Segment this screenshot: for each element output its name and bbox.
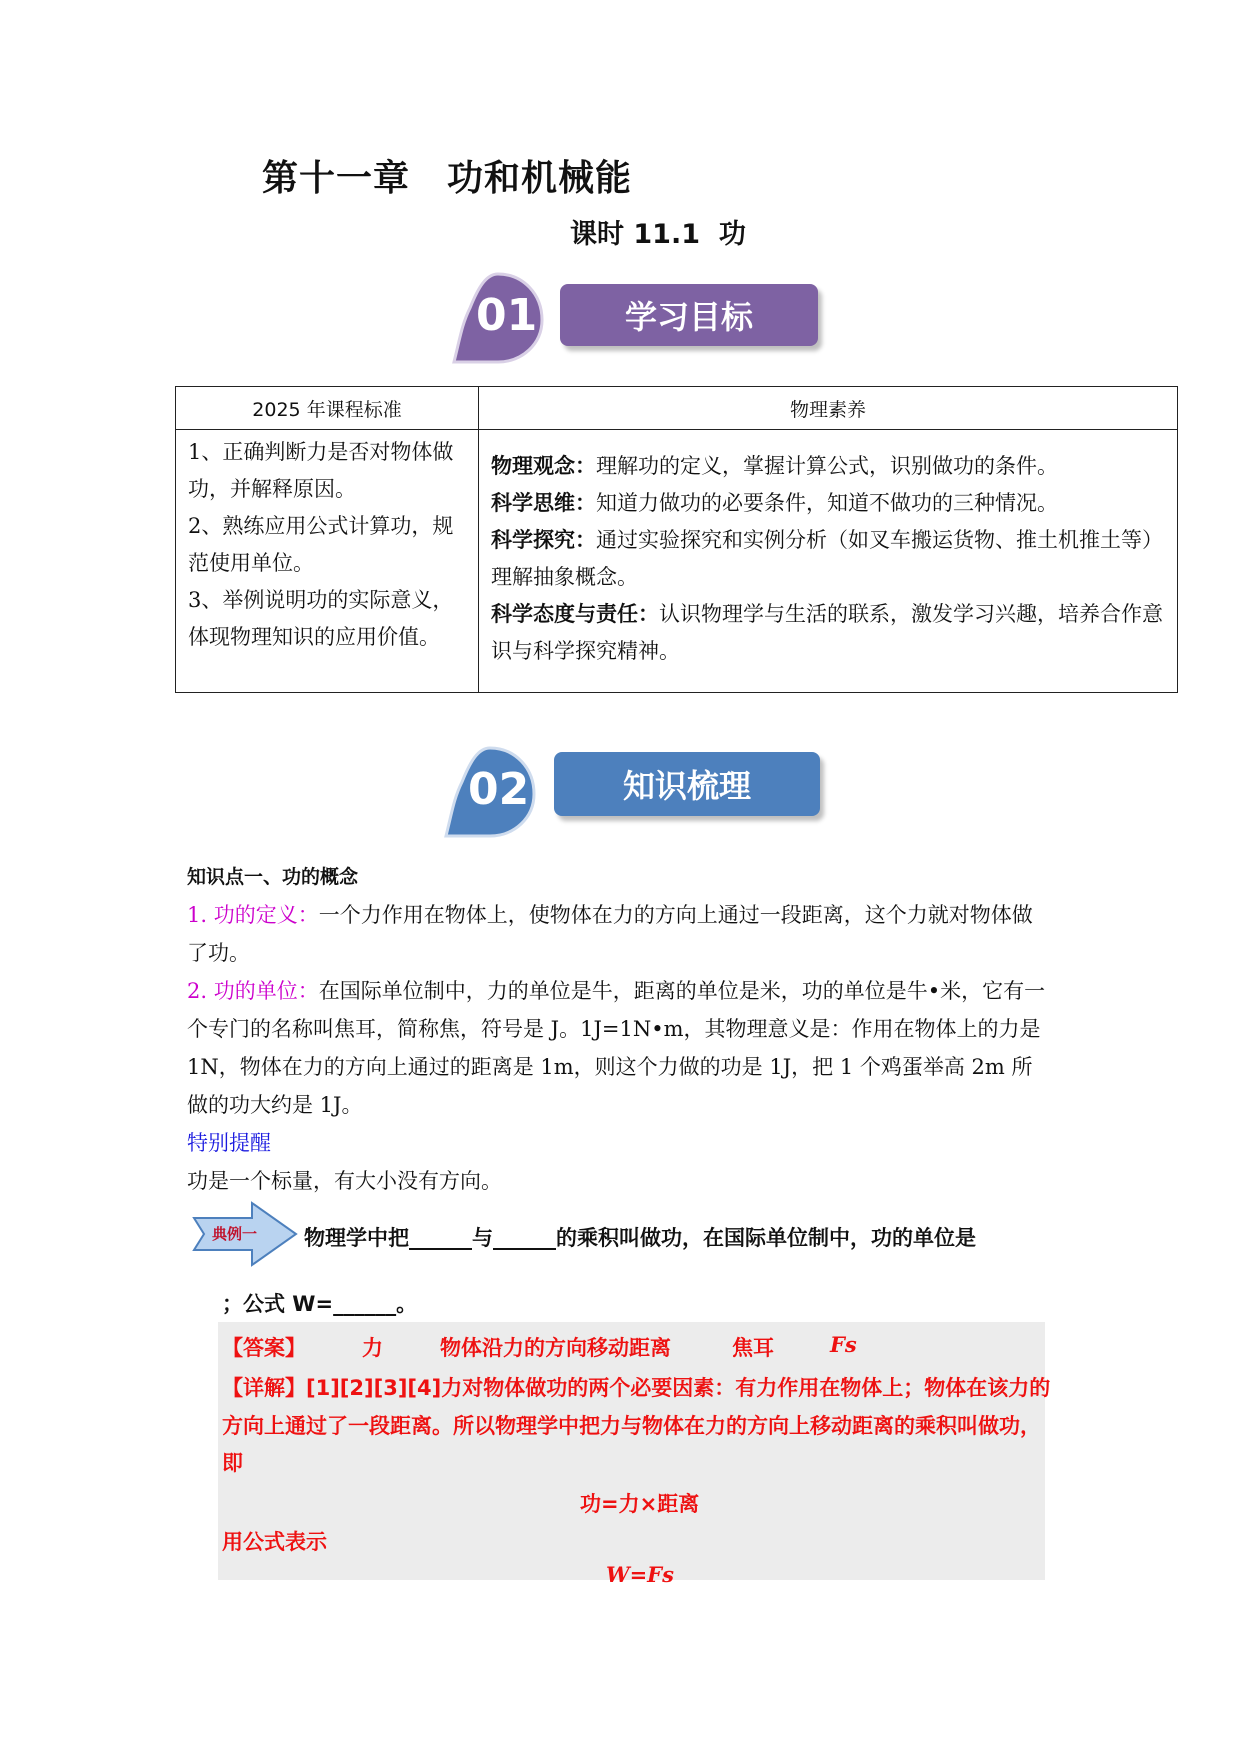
example-tag	[190, 1200, 300, 1268]
literacy-item	[491, 448, 1165, 485]
literacy-text: 通过实验探究和实例分析（如叉车搬运货物、推土机推土等）理解抽象概念。	[491, 528, 1163, 589]
knowledge-heading: 知识点一、功的概念	[187, 866, 359, 888]
definition-paragraph	[187, 896, 1047, 972]
section-badge-goals	[448, 268, 828, 368]
answer-3: 焦耳	[732, 1336, 774, 1360]
literacy-list	[479, 430, 1178, 693]
detail-line-1	[222, 1372, 1050, 1402]
badge-label: 学习目标	[560, 284, 818, 346]
literacy-item	[491, 596, 1165, 670]
detail-line-3: 即	[222, 1451, 243, 1475]
example-question-line2: ；公式 W=______。	[222, 1292, 418, 1316]
answer-label: 【答案】	[222, 1336, 306, 1360]
lesson-title: 课时 11.1 功	[570, 219, 746, 250]
detail-line-2: 方向上通过了一段距离。所以物理学中把力与物体在力的方向上移动距离的乘积叫做功，	[222, 1414, 1041, 1438]
knowledge-section	[187, 858, 1047, 1200]
note-title: 特别提醒	[187, 1131, 271, 1155]
formula-words: 功=力×距离	[580, 1492, 700, 1516]
standard-item: 2、熟练应用公式计算功，规范使用单位。	[188, 514, 454, 575]
literacy-label: 科学态度与责任：	[491, 602, 659, 626]
example-question-cont	[222, 1288, 417, 1318]
table-header-literacy: 物理素养	[479, 387, 1178, 430]
answer-4: Fs	[830, 1332, 857, 1357]
detail-text-1: [1][2][3][4]力对物体做功的两个必要因素：有力作用在物体上；物体在该力的	[306, 1376, 1051, 1400]
unit-text: 在国际单位制中，力的单位是牛，距离的单位是米，功的单位是牛•米，它有一个专门的名称叫焦耳，简称焦，符号是 J。1J=1N•m，其物理意义是：作用在物体上的力是 1N，物体在力的方向上通过的距离是 1m，则这个力做的功是 1J，把 1 个鸡蛋举高 2m 所做的功大约是 1J。	[187, 979, 1046, 1117]
unit-label: 2. 功的单位：	[187, 979, 319, 1003]
formula: W=Fs	[606, 1562, 674, 1587]
formula-intro: 用公式表示	[222, 1530, 327, 1554]
goals-table	[175, 386, 1178, 693]
chapter-title: 第十一章 功和机械能	[262, 158, 633, 199]
table-header-standard: 2025 年课程标准	[176, 387, 479, 430]
badge-number: 02	[468, 764, 530, 815]
unit-paragraph	[187, 972, 1047, 1124]
note-text: 功是一个标量，有大小没有方向。	[187, 1169, 502, 1193]
literacy-label: 科学探究：	[491, 528, 596, 552]
literacy-text: 知道力做功的必要条件，知道不做功的三种情况。	[596, 491, 1058, 515]
badge-number: 01	[476, 290, 538, 341]
example-tag-label: 典例一	[212, 1225, 258, 1243]
answer-1: 力	[362, 1336, 383, 1360]
literacy-label: 物理观念：	[491, 454, 596, 478]
literacy-label: 科学思维：	[491, 491, 596, 515]
standard-item: 1、正确判断力是否对物体做功，并解释原因。	[188, 440, 454, 501]
literacy-item	[491, 522, 1165, 596]
definition-label: 1. 功的定义：	[187, 903, 319, 927]
section-badge-knowledge	[440, 742, 830, 842]
literacy-text: 认识物理学与生活的联系，激发学习兴趣，培养合作意识与科学探究精神。	[491, 602, 1163, 663]
example-question: 物理学中把______与______的乘积叫做功，在国际单位制中，功的单位是	[304, 1226, 976, 1250]
answer-2: 物体沿力的方向移动距离	[440, 1336, 671, 1360]
literacy-item	[491, 485, 1165, 522]
literacy-text: 理解功的定义，掌握计算公式，识别做功的条件。	[596, 454, 1058, 478]
definition-text: 一个力作用在物体上，使物体在力的方向上通过一段距离，这个力就对物体做了功。	[187, 903, 1033, 965]
detail-label: 【详解】	[222, 1376, 306, 1400]
standard-item: 3、举例说明功的实际意义，体现物理知识的应用价值。	[188, 588, 454, 649]
badge-label: 知识梳理	[554, 752, 820, 816]
standard-list	[176, 430, 479, 693]
